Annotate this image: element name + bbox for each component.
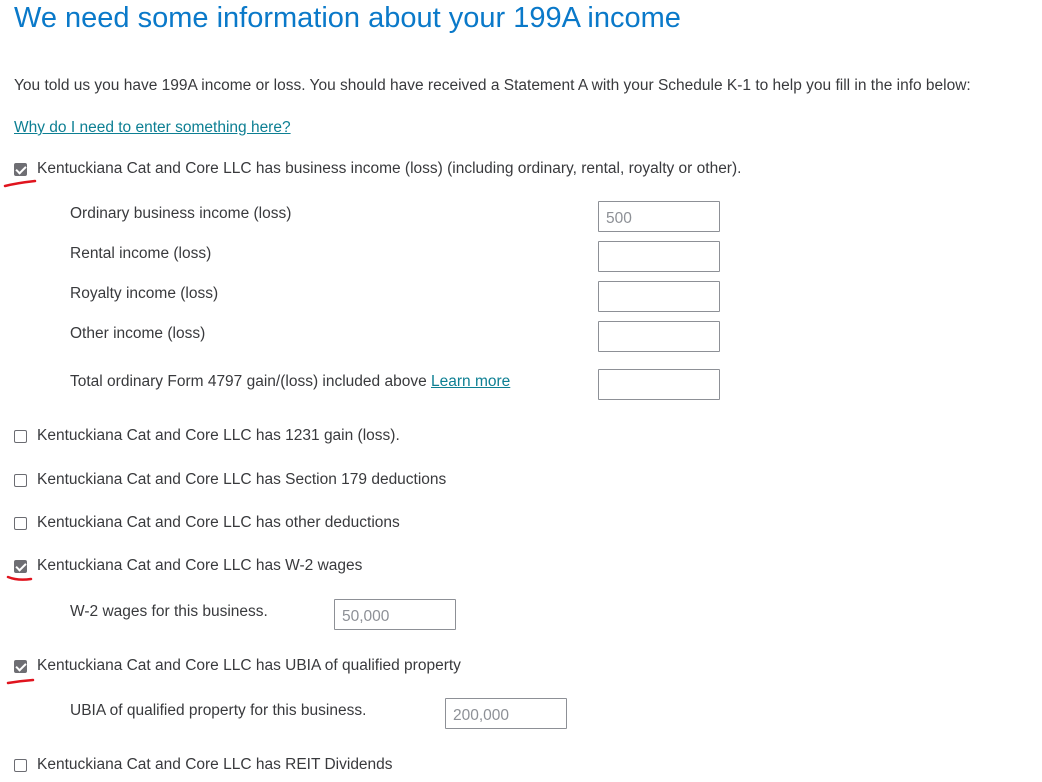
other-income-input[interactable] xyxy=(598,321,720,352)
w2-wages-label: Kentuckiana Cat and Core LLC has W-2 wages xyxy=(37,557,363,574)
form4797-label xyxy=(70,373,510,391)
section179-row xyxy=(14,471,446,489)
gain-1231-label: Kentuckiana Cat and Core LLC has 1231 gain (loss). xyxy=(37,427,400,444)
w2-wages-row xyxy=(14,557,362,575)
ubia-row xyxy=(14,657,461,675)
royalty-income-input[interactable] xyxy=(598,281,720,312)
learn-more-link[interactable]: Learn more xyxy=(431,373,511,390)
section179-label: Kentuckiana Cat and Core LLC has Section 179 deductions xyxy=(37,471,447,488)
gain-1231-checkbox[interactable] xyxy=(14,430,27,443)
rental-income-label: Rental income (loss) xyxy=(70,245,212,262)
business-income-row xyxy=(14,160,741,178)
red-annotation-mark xyxy=(3,178,39,190)
form4797-input[interactable] xyxy=(598,369,720,400)
ubia-checkbox[interactable] xyxy=(14,660,27,673)
ordinary-income-label: Ordinary business income (loss) xyxy=(70,205,292,222)
ordinary-income-input[interactable] xyxy=(598,201,720,232)
gain-1231-row xyxy=(14,427,400,445)
reit-row xyxy=(14,756,393,774)
reit-checkbox[interactable] xyxy=(14,759,27,772)
ubia-field-label: UBIA of qualified property for this business. xyxy=(70,702,367,719)
other-deductions-checkbox[interactable] xyxy=(14,517,27,530)
rental-income-input[interactable] xyxy=(598,241,720,272)
w2-wages-field-label: W-2 wages for this business. xyxy=(70,603,268,620)
ubia-label: Kentuckiana Cat and Core LLC has UBIA of qualified property xyxy=(37,657,461,674)
ubia-input[interactable] xyxy=(445,698,567,729)
form4797-label-text: Total ordinary Form 4797 gain/(loss) included above xyxy=(70,373,427,390)
red-annotation-mark xyxy=(5,676,37,686)
business-income-label: Kentuckiana Cat and Core LLC has business income (loss) (including ordinary, rental, royalty or other). xyxy=(37,160,742,177)
section179-checkbox[interactable] xyxy=(14,474,27,487)
other-deductions-label: Kentuckiana Cat and Core LLC has other deductions xyxy=(37,514,400,531)
royalty-income-label: Royalty income (loss) xyxy=(70,285,219,302)
other-income-label: Other income (loss) xyxy=(70,325,206,342)
reit-label: Kentuckiana Cat and Core LLC has REIT Dividends xyxy=(37,756,393,773)
intro-text: You told us you have 199A income or loss. You should have received a Statement A with your Schedule K-1 to help you fill in the info below: xyxy=(14,77,971,94)
why-enter-link[interactable]: Why do I need to enter something here? xyxy=(14,119,291,136)
other-deductions-row xyxy=(14,514,400,532)
business-income-checkbox[interactable] xyxy=(14,163,27,176)
w2-wages-input[interactable] xyxy=(334,599,456,630)
page-title: We need some information about your 199A income xyxy=(14,2,681,34)
w2-wages-checkbox[interactable] xyxy=(14,560,27,573)
